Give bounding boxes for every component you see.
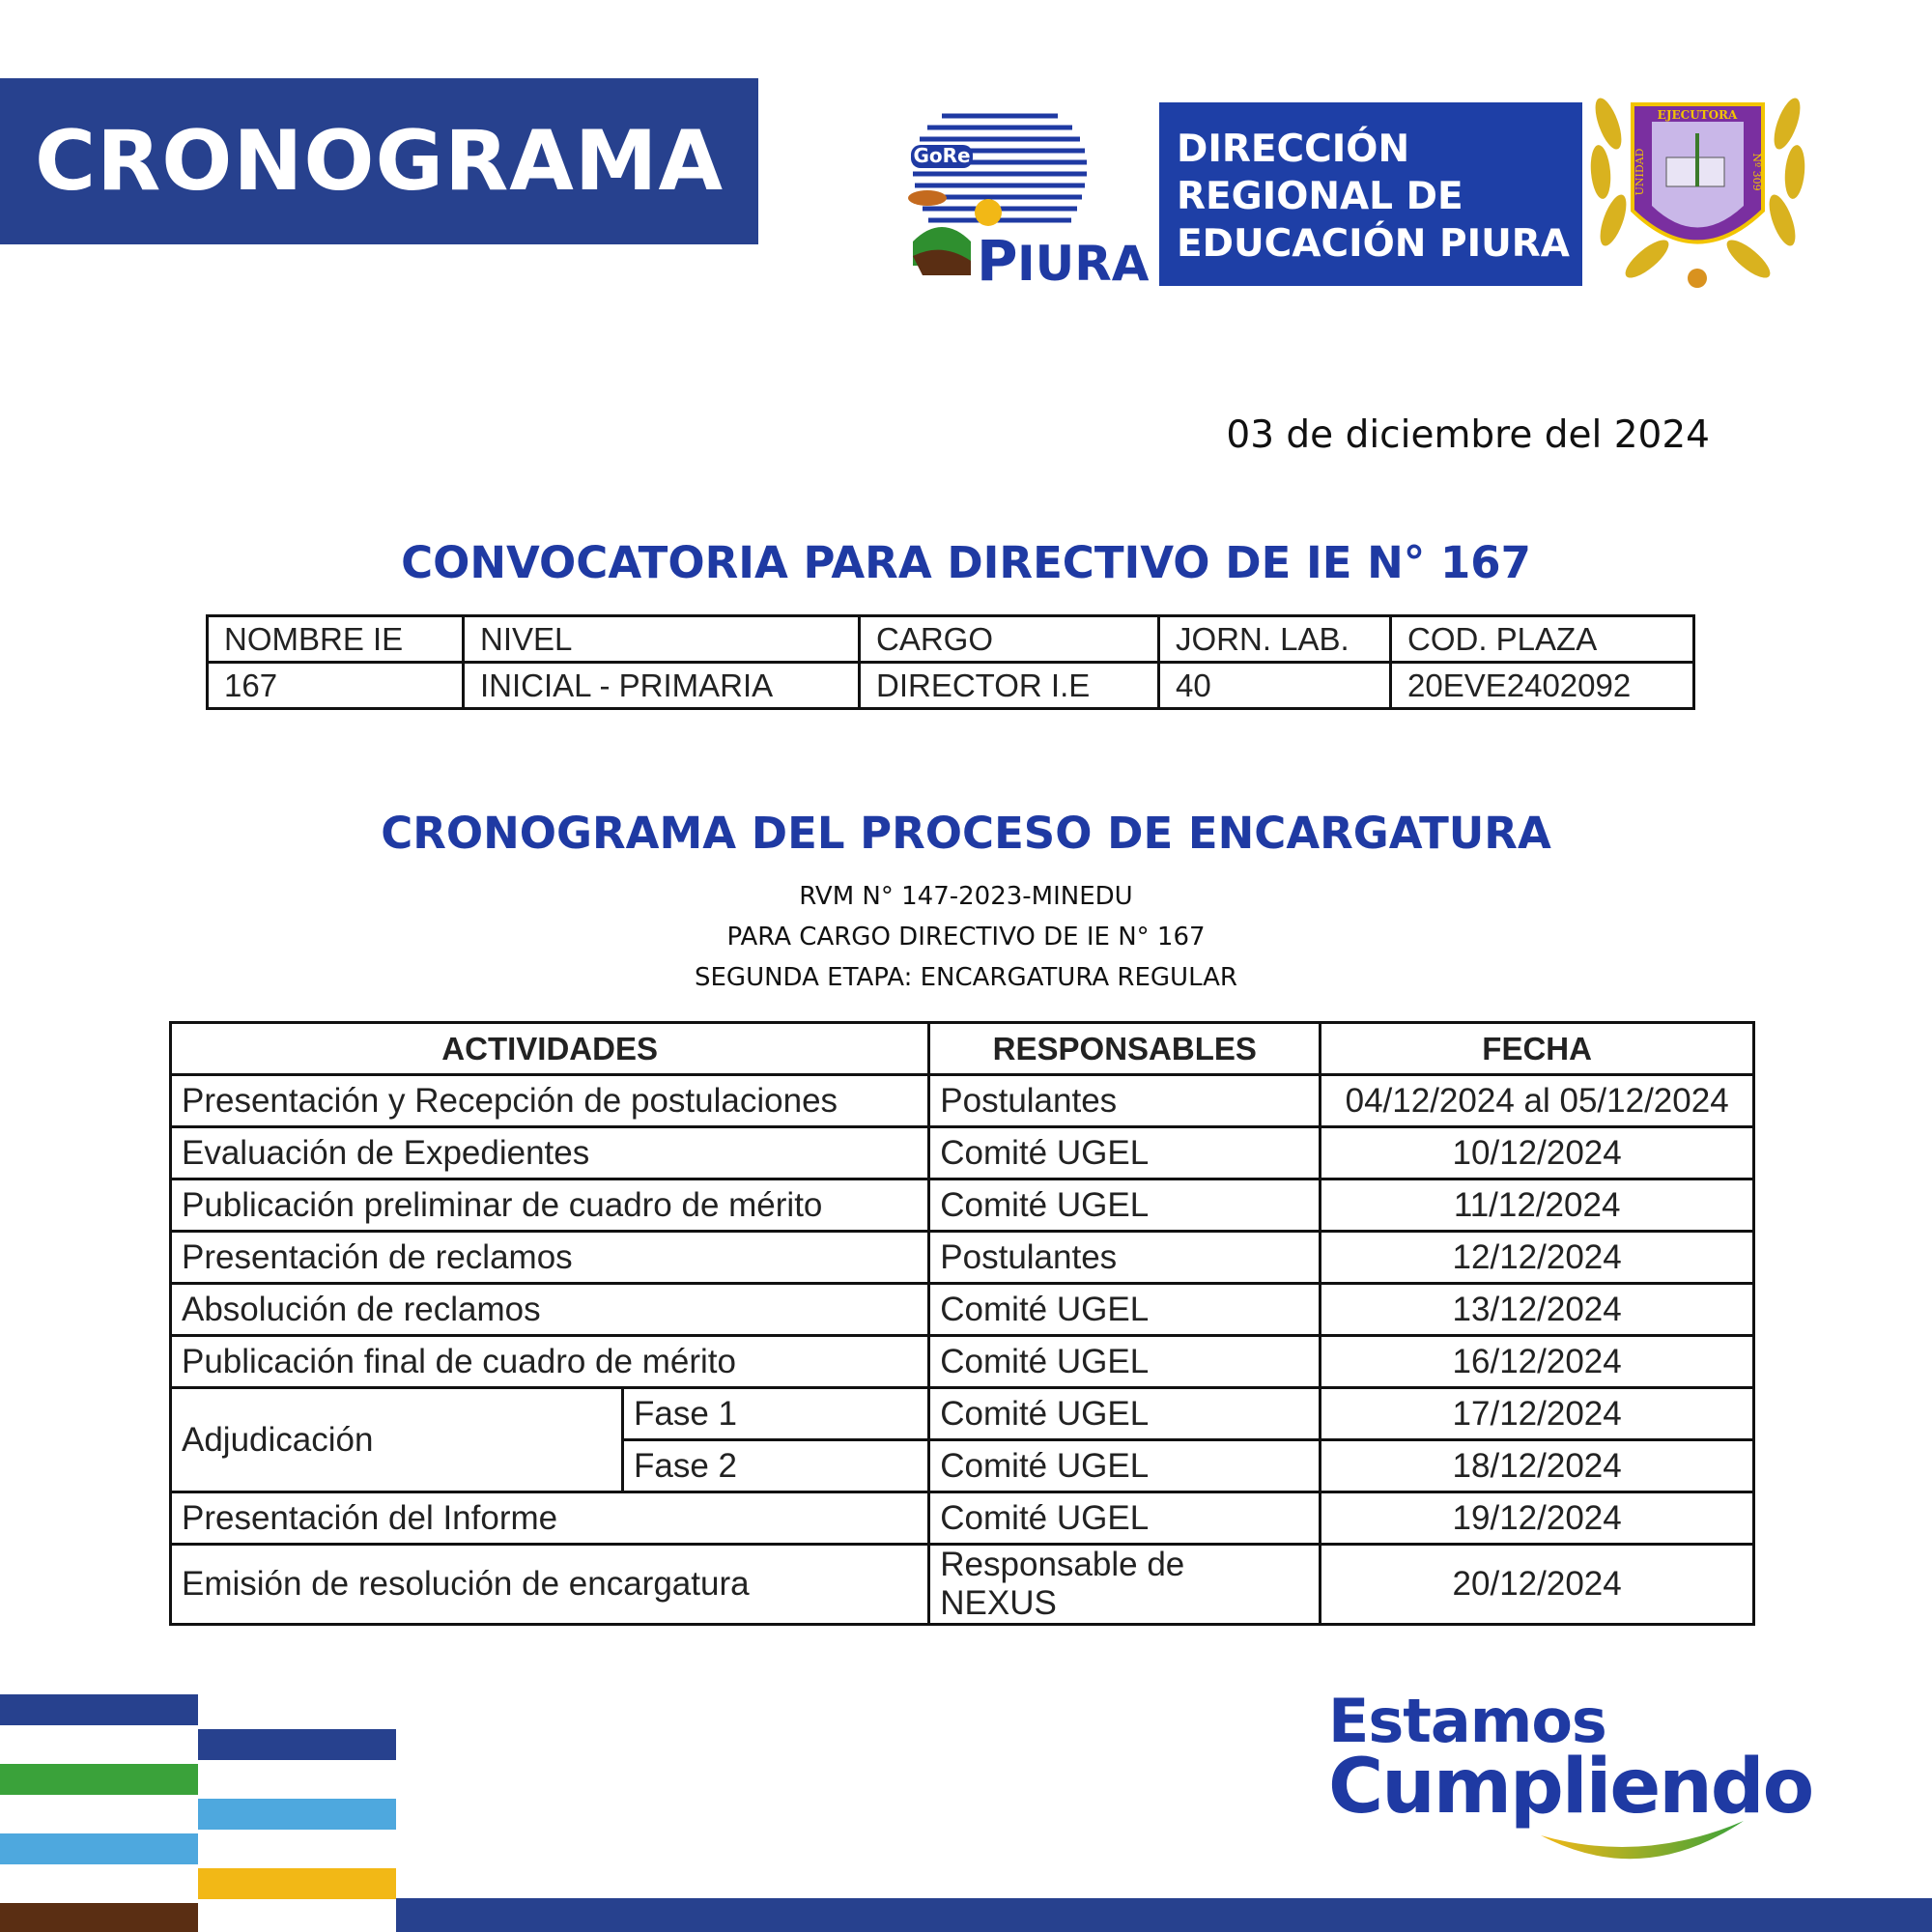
cell-adjudicacion: Adjudicación — [171, 1388, 623, 1492]
crest-unidad: UNIDAD — [1634, 148, 1646, 196]
header-actividades: ACTIVIDADES — [171, 1023, 929, 1075]
subtitle-etapa: SEGUNDA ETAPA: ENCARGATURA REGULAR — [695, 963, 1237, 992]
stripe-blue-2 — [198, 1729, 396, 1760]
cell-actividad: Presentación del Informe — [171, 1492, 929, 1545]
cell-responsable: Comité UGEL — [929, 1179, 1321, 1232]
cell-fecha: 12/12/2024 — [1321, 1232, 1754, 1284]
piura-text: IURA — [1017, 236, 1150, 290]
header-cargo: CARGO — [860, 616, 1159, 663]
cell-responsable: Postulantes — [929, 1075, 1321, 1127]
cell-fase: Fase 1 — [623, 1388, 929, 1440]
cell-fecha: 17/12/2024 — [1321, 1388, 1754, 1440]
unidad-ejecutora-crest — [1589, 66, 1806, 290]
cell-actividad: Presentación de reclamos — [171, 1232, 929, 1284]
stripe-lightblue-1 — [198, 1799, 396, 1830]
dre-line-2: REGIONAL DE — [1177, 175, 1463, 218]
cell-responsable: Responsable de NEXUS — [929, 1545, 1321, 1625]
table-header-row — [171, 1023, 1754, 1075]
crest-number: Nº 309 — [1750, 153, 1763, 191]
table-row — [171, 1336, 1754, 1388]
cell-jorn-lab: 40 — [1159, 663, 1391, 709]
cell-fecha: 20/12/2024 — [1321, 1545, 1754, 1625]
cell-nombre-ie: 167 — [208, 663, 464, 709]
cronograma-title: CRONOGRAMA DEL PROCESO DE ENCARGATURA — [381, 808, 1551, 859]
header-nivel: NIVEL — [464, 616, 860, 663]
document-date: 03 de diciembre del 2024 — [1226, 413, 1710, 457]
cronograma-table — [169, 1021, 1755, 1626]
crest-ejecutora: EJECUTORA — [1657, 108, 1738, 122]
dre-line-3: EDUCACIÓN PIURA — [1177, 222, 1570, 266]
cell-responsable: Comité UGEL — [929, 1336, 1321, 1388]
table-row — [171, 1075, 1754, 1127]
cell-cod-plaza: 20EVE2402092 — [1391, 663, 1694, 709]
table-row — [171, 1545, 1754, 1625]
sun-icon — [975, 199, 1002, 226]
slogan-estamos: Estamos — [1328, 1686, 1606, 1756]
cell-actividad: Evaluación de Expedientes — [171, 1127, 929, 1179]
cell-responsable: Comité UGEL — [929, 1492, 1321, 1545]
dre-line-1: DIRECCIÓN — [1177, 128, 1410, 171]
cell-actividad: Publicación preliminar de cuadro de mérito — [171, 1179, 929, 1232]
cell-fecha: 11/12/2024 — [1321, 1179, 1754, 1232]
cell-actividad: Publicación final de cuadro de mérito — [171, 1336, 929, 1388]
stripe-lightblue-2 — [0, 1833, 198, 1864]
table-row — [171, 1127, 1754, 1179]
gore-piura-logo — [903, 97, 1154, 290]
cell-actividad: Absolución de reclamos — [171, 1284, 929, 1336]
cell-nivel: INICIAL - PRIMARIA — [464, 663, 860, 709]
cell-fecha: 04/12/2024 al 05/12/2024 — [1321, 1075, 1754, 1127]
cell-fase: Fase 2 — [623, 1440, 929, 1492]
gore-text: GoRe — [913, 144, 971, 167]
footer-bar — [396, 1898, 1932, 1932]
cell-responsable: Comité UGEL — [929, 1388, 1321, 1440]
table-row — [208, 663, 1694, 709]
table-row — [171, 1232, 1754, 1284]
table-row — [171, 1388, 1754, 1440]
cell-fecha: 10/12/2024 — [1321, 1127, 1754, 1179]
table-row — [171, 1284, 1754, 1336]
cell-responsable: Comité UGEL — [929, 1127, 1321, 1179]
table-header-row — [208, 616, 1694, 663]
header-nombre-ie: NOMBRE IE — [208, 616, 464, 663]
dre-piura-box — [1159, 102, 1582, 286]
header-cod-plaza: COD. PLAZA — [1391, 616, 1694, 663]
cell-fecha: 16/12/2024 — [1321, 1336, 1754, 1388]
cell-responsable: Postulantes — [929, 1232, 1321, 1284]
stripe-yellow — [198, 1868, 396, 1899]
stripe-blue-1 — [0, 1694, 198, 1725]
table-row — [171, 1492, 1754, 1545]
knot-icon — [1688, 269, 1707, 288]
cell-actividad: Presentación y Recepción de postulaciones — [171, 1075, 929, 1127]
cell-responsable: Comité UGEL — [929, 1284, 1321, 1336]
convocatoria-title: CONVOCATORIA PARA DIRECTIVO DE IE N° 167 — [401, 537, 1531, 588]
convocatoria-table — [206, 614, 1695, 710]
cell-fecha: 18/12/2024 — [1321, 1440, 1754, 1492]
cell-actividad: Emisión de resolución de encargatura — [171, 1545, 929, 1625]
stripe-green — [0, 1764, 198, 1795]
stripe-brown — [0, 1903, 198, 1932]
piura-p: P — [977, 228, 1018, 290]
cell-fecha: 19/12/2024 — [1321, 1492, 1754, 1545]
slogan-cumpliendo: Cumpliendo — [1328, 1744, 1813, 1831]
header-fecha: FECHA — [1321, 1023, 1754, 1075]
cell-cargo: DIRECTOR I.E — [860, 663, 1159, 709]
table-row — [171, 1179, 1754, 1232]
slogan-swoosh-icon — [1536, 1816, 1748, 1874]
header-jorn-lab: JORN. LAB. — [1159, 616, 1391, 663]
header-responsables: RESPONSABLES — [929, 1023, 1321, 1075]
jar-icon — [908, 190, 947, 206]
cell-fecha: 13/12/2024 — [1321, 1284, 1754, 1336]
subtitle-rvm: RVM N° 147-2023-MINEDU — [799, 882, 1133, 911]
cell-responsable: Comité UGEL — [929, 1440, 1321, 1492]
subtitle-cargo: PARA CARGO DIRECTIVO DE IE N° 167 — [726, 923, 1206, 952]
banner-title: CRONOGRAMA — [34, 113, 724, 210]
